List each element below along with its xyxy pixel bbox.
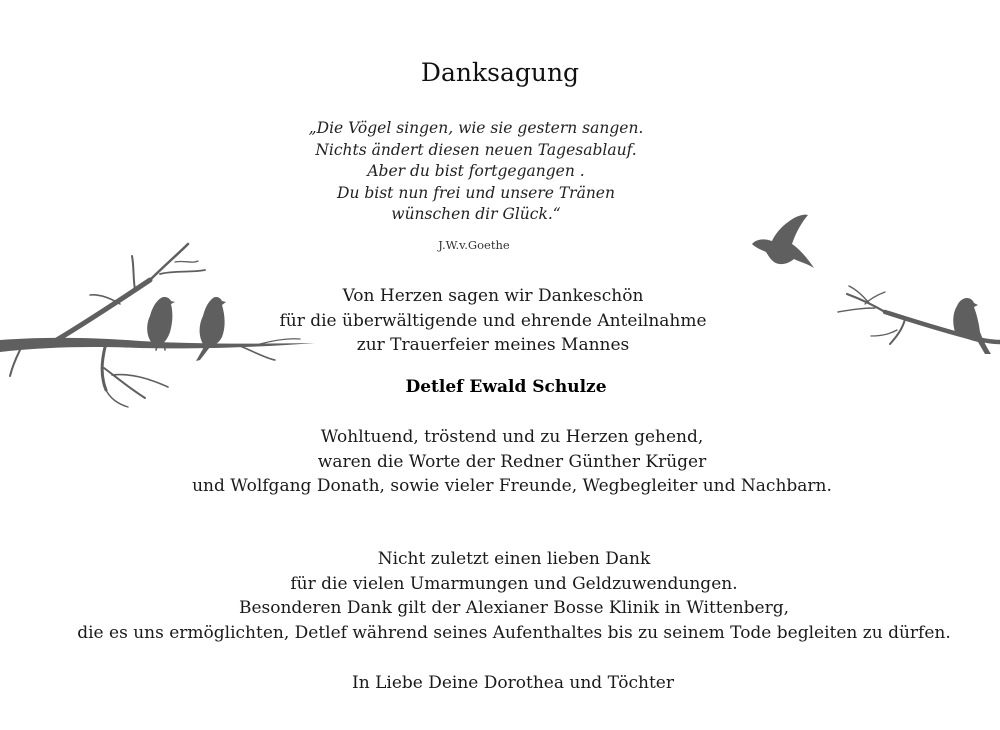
text-line: Wohltuend, tröstend und zu Herzen gehend, bbox=[320, 427, 704, 447]
text-line: Von Herzen sagen wir Dankeschön bbox=[342, 286, 644, 306]
text-line: für die überwältigende und ehrende Anteilnahme bbox=[279, 310, 707, 331]
signature: In Liebe Deine Dorothea und Töchter bbox=[352, 673, 674, 693]
text-line: zur Trauerfeier meines Mannes bbox=[356, 335, 630, 355]
final-thanks-paragraph bbox=[14, 547, 1000, 645]
text-line: waren die Worte der Redner Günther Krüger bbox=[317, 451, 707, 472]
poem-quote bbox=[0, 118, 976, 226]
poem-line: „Die Vögel singen, wie sie gestern sangen. bbox=[308, 119, 644, 137]
poem-line: Du bist nun frei und unsere Tränen bbox=[337, 183, 615, 202]
text-line: für die vielen Umarmungen und Geldzuwendungen. bbox=[290, 573, 738, 594]
poem-line: wünschen dir Glück.“ bbox=[391, 205, 561, 224]
text-line: und Wolfgang Donath, sowie vieler Freunde, Wegbegleiter und Nachbarn. bbox=[192, 476, 832, 496]
text-line: Besonderen Dank gilt der Alexianer Bosse Klinik in Wittenberg, bbox=[238, 598, 790, 618]
poem-author: J.W.v.Goethe bbox=[438, 238, 510, 252]
page-title: Danksagung bbox=[420, 58, 580, 87]
poem-line: Nichts ändert diesen neuen Tagesablauf. bbox=[315, 140, 637, 159]
text-line: die es uns ermöglichten, Detlef während seines Aufenthaltes bis zu seinem Tode begleiten zu dürfen. bbox=[77, 622, 951, 643]
deceased-name: Detlef Ewald Schulze bbox=[405, 377, 607, 397]
poem-line: Aber du bist fortgegangen . bbox=[367, 162, 585, 181]
speakers-paragraph bbox=[12, 425, 1000, 499]
thanks-paragraph bbox=[0, 284, 993, 358]
text-line: Nicht zuletzt einen lieben Dank bbox=[377, 549, 651, 569]
